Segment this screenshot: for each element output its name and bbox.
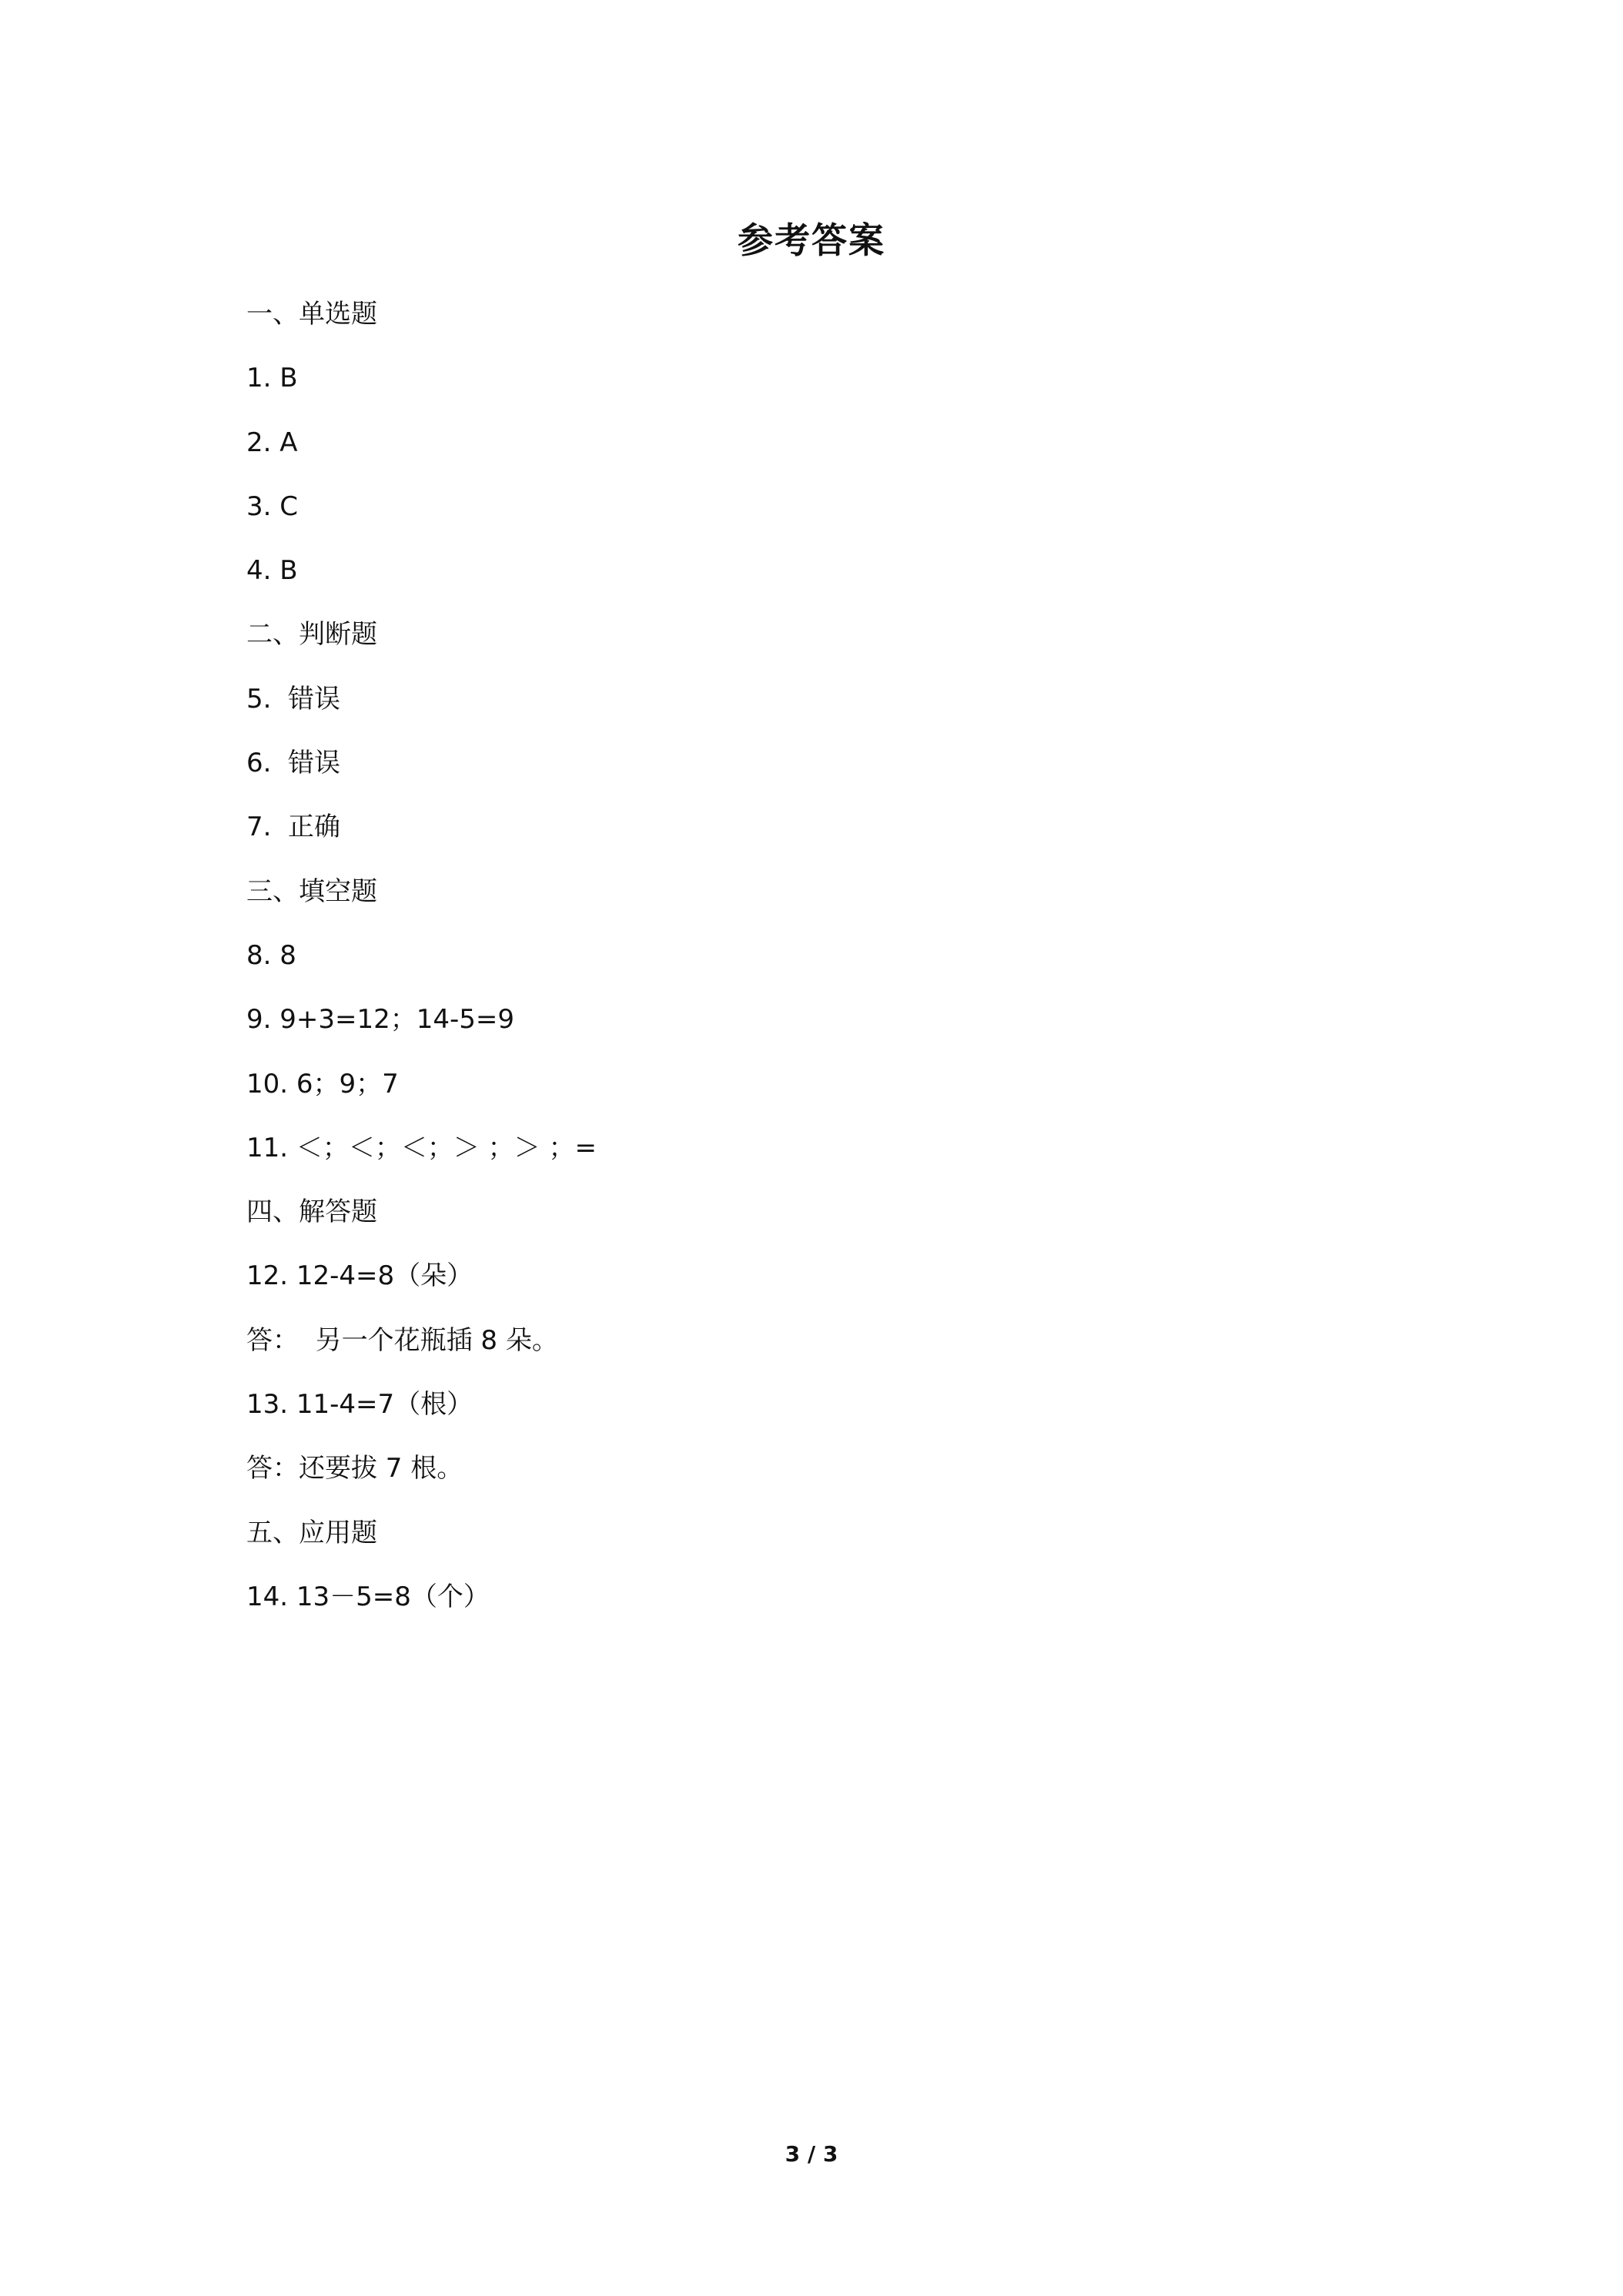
answer-statement: 答： 另一个花瓶插 8 朵。 xyxy=(246,1324,558,1356)
answer-item: 2. A xyxy=(246,427,298,458)
answer-item: 7. 正确 xyxy=(246,812,341,843)
section-heading-single-choice: 一、单选题 xyxy=(246,299,377,330)
answer-item: 5. 错误 xyxy=(246,683,341,715)
answer-item: 4. B xyxy=(246,555,298,587)
answer-item: 8. 8 xyxy=(246,939,296,971)
answer-list xyxy=(246,294,1401,1641)
page-number: 3 / 3 xyxy=(785,2141,838,2167)
answer-item: 11. ＜；＜；＜；＞ ；＞ ；= xyxy=(246,1132,597,1163)
answer-item: 13. 11-4=7（根） xyxy=(246,1389,474,1421)
answer-item: 9. 9+3=12；14-5=9 xyxy=(246,1004,515,1036)
answer-item: 3. C xyxy=(246,490,298,522)
answer-item: 10. 6；9；7 xyxy=(246,1068,399,1099)
answer-item: 12. 12-4=8（朵） xyxy=(246,1260,474,1292)
answer-item: 1. B xyxy=(246,363,298,394)
answer-item: 14. 13－5=8（个） xyxy=(246,1581,490,1612)
page-title: 参考答案 xyxy=(738,219,885,261)
section-heading-true-false: 二、判断题 xyxy=(246,619,377,651)
section-heading-fill-blank: 三、填空题 xyxy=(246,875,377,907)
section-heading-application: 五、应用题 xyxy=(246,1517,377,1548)
answer-item: 6. 错误 xyxy=(246,748,341,779)
section-heading-solve: 四、解答题 xyxy=(246,1197,377,1228)
answer-statement: 答：还要拔 7 根。 xyxy=(246,1453,463,1484)
